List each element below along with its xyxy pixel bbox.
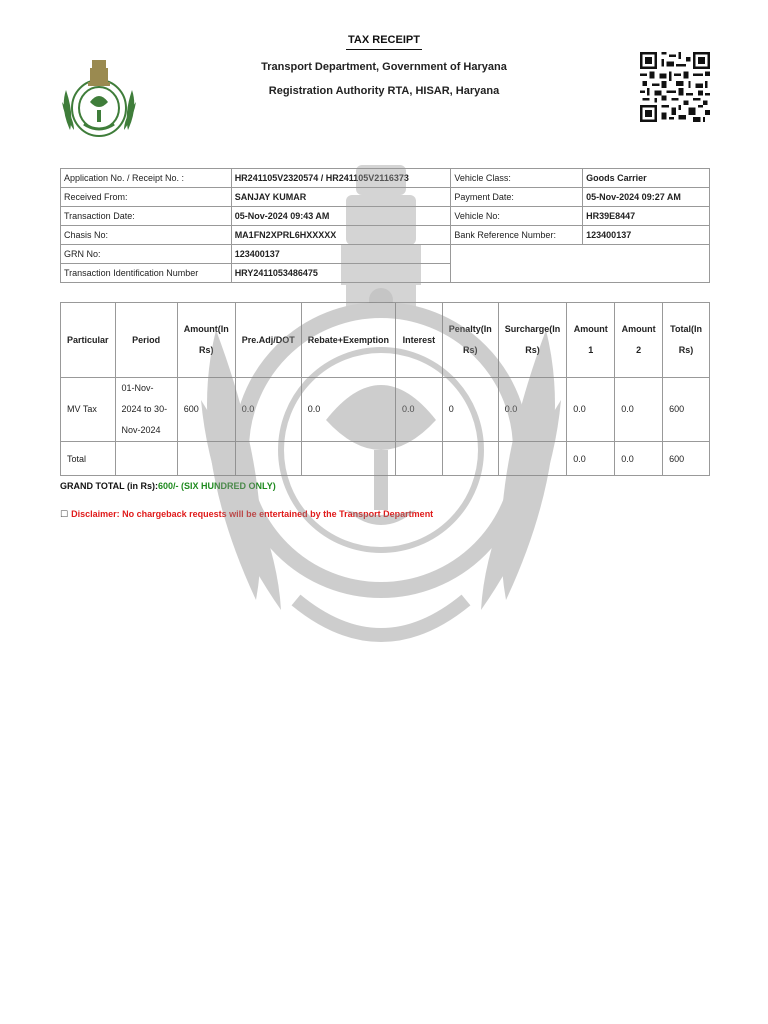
- department-name: Transport Department, Government of Haryana: [261, 61, 507, 73]
- info-value: HR241105V2320574 / HR241105V2116373: [231, 169, 451, 188]
- info-label: Received From:: [61, 188, 232, 207]
- tax-cell: 0.0: [396, 378, 443, 442]
- tax-column-header: Particular: [61, 303, 116, 378]
- tax-column-header: Amount 1: [567, 303, 615, 378]
- tax-cell: Total: [61, 442, 116, 476]
- info-label: Transaction Identification Number: [61, 264, 232, 283]
- tax-column-header: Pre.Adj/DOT: [235, 303, 301, 378]
- tax-cell: 0.0: [301, 378, 395, 442]
- info-label: Transaction Date:: [61, 207, 232, 226]
- tax-cell: 600: [663, 378, 710, 442]
- tax-column-header: Period: [115, 303, 177, 378]
- grand-total-value: 600/- (SIX HUNDRED ONLY): [158, 481, 276, 491]
- tax-column-header: Rebate+Exemption: [301, 303, 395, 378]
- disclaimer: [60, 509, 433, 520]
- grand-total: [60, 481, 276, 491]
- authority-name: Registration Authority RTA, HISAR, Haryana: [268, 85, 500, 97]
- info-value: 05-Nov-2024 09:43 AM: [231, 207, 451, 226]
- info-value: Goods Carrier: [583, 169, 710, 188]
- tax-cell: [115, 442, 177, 476]
- tax-cell: 0.0: [615, 378, 663, 442]
- info-row: [61, 169, 710, 188]
- tax-cell: MV Tax: [61, 378, 116, 442]
- info-label: Vehicle No:: [451, 207, 583, 226]
- tax-column-header: Amount 2: [615, 303, 663, 378]
- tax-cell: 0.0: [235, 378, 301, 442]
- receipt-info-table: [60, 168, 710, 283]
- tax-cell: 0: [442, 378, 498, 442]
- tax-cell: 0.0: [567, 442, 615, 476]
- tax-column-header: Surcharge(In Rs): [498, 303, 567, 378]
- tax-cell: 0.0: [498, 378, 567, 442]
- info-row: [61, 226, 710, 245]
- info-row: [61, 245, 710, 264]
- info-value: 05-Nov-2024 09:27 AM: [583, 188, 710, 207]
- haryana-emblem-icon: [54, 50, 144, 142]
- tax-column-header: Amount(In Rs): [177, 303, 235, 378]
- tax-row: [61, 378, 710, 442]
- tax-row: [61, 442, 710, 476]
- grand-total-label: GRAND TOTAL (in Rs):: [60, 481, 158, 491]
- tax-cell: 600: [177, 378, 235, 442]
- info-row: [61, 188, 710, 207]
- info-label: GRN No:: [61, 245, 232, 264]
- tax-cell: 0.0: [615, 442, 663, 476]
- tax-cell: 01-Nov-2024 to 30-Nov-2024: [115, 378, 177, 442]
- info-value: HR39E8447: [583, 207, 710, 226]
- tax-column-header: Interest: [396, 303, 443, 378]
- info-value: 123400137: [231, 245, 451, 264]
- tax-cell: [301, 442, 395, 476]
- tax-cell: [498, 442, 567, 476]
- info-value: MA1FN2XPRL6HXXXXX: [231, 226, 451, 245]
- tax-cell: [177, 442, 235, 476]
- checkbox-icon: ☐: [60, 509, 69, 519]
- info-label: Bank Reference Number:: [451, 226, 583, 245]
- info-label: Chasis No:: [61, 226, 232, 245]
- tax-cell: [235, 442, 301, 476]
- tax-cell: [396, 442, 443, 476]
- tax-cell: [442, 442, 498, 476]
- info-value: 123400137: [583, 226, 710, 245]
- disclaimer-text: Disclaimer: No chargeback requests will be entertained by the Transport Department: [71, 509, 434, 519]
- info-label: Payment Date:: [451, 188, 583, 207]
- info-row: [61, 207, 710, 226]
- tax-cell: 600: [663, 442, 710, 476]
- receipt-header: [0, 0, 768, 160]
- info-empty-cell: [451, 245, 710, 283]
- info-label: Application No. / Receipt No. :: [61, 169, 232, 188]
- info-value: SANJAY KUMAR: [231, 188, 451, 207]
- info-label: Vehicle Class:: [451, 169, 583, 188]
- receipt-title: TAX RECEIPT: [0, 34, 768, 46]
- tax-cell: 0.0: [567, 378, 615, 442]
- qr-code-icon: [640, 51, 710, 123]
- tax-column-header: Penalty(In Rs): [442, 303, 498, 378]
- info-value: HRY2411053486475: [231, 264, 451, 283]
- tax-details-table: [60, 302, 710, 476]
- tax-column-header: Total(In Rs): [663, 303, 710, 378]
